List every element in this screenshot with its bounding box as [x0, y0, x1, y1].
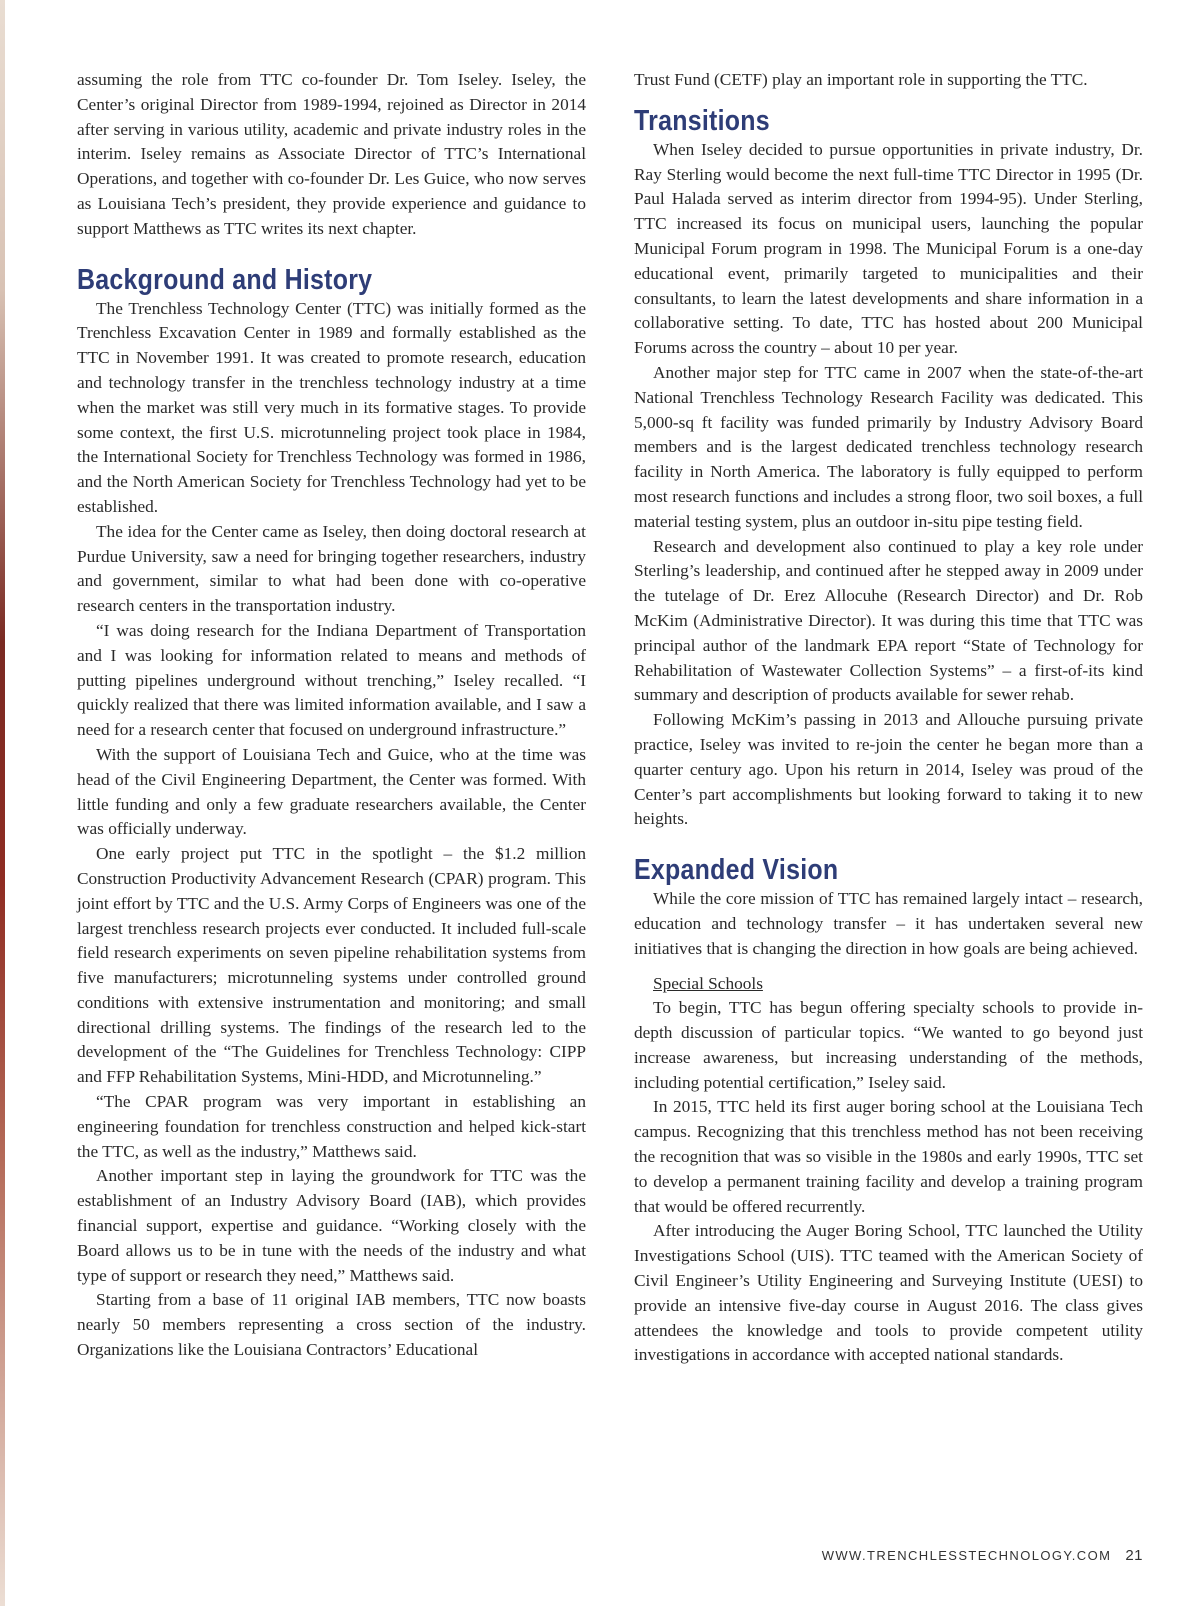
- right-column: [634, 68, 1143, 1368]
- paragraph: While the core mission of TTC has remained largely intact – research, education and technology transfer – it has undertaken several new initiatives that is changing the direction in how goals are being achieved.: [634, 889, 1143, 958]
- paragraph: The Trenchless Technology Center (TTC) was initially formed as the Trenchless Excavation Center in 1989 and formally established as the TTC in November 1991. It was created to promote research, education and technology transfer in the trenchless technology industry at a time when the market was still very much in its formative stages. To provide some context, the first U.S. microtunneling project took place in 1984, the International Society for Trenchless Technology was formed in 1986, and the North American Society for Trenchless Technology had yet to be established.: [77, 298, 586, 516]
- paragraph: Another important step in laying the groundwork for TTC was the establishment of an Industry Advisory Board (IAB), which provides financial support, expertise and guidance. “Working closely with the Board allows us to be in tune with the needs of the industry and what type of support or research they need,” Matthews said.: [77, 1166, 586, 1285]
- section-heading-background: Background and History: [77, 263, 373, 296]
- page-edge-decoration: [0, 0, 5, 1606]
- page-footer: [822, 1547, 1143, 1564]
- paragraph: Trust Fund (CETF) play an important role in supporting the TTC.: [634, 70, 1088, 89]
- paragraph: “The CPAR program was very important in establishing an engineering foundation for trenchless construction and helped kick-start the TTC, as well as the industry,” Matthews said.: [77, 1092, 586, 1161]
- paragraph: Research and development also continued to play a key role under Sterling’s leadership, and continued after he stepped away in 2009 under the tutelage of Dr. Erez Allocuhe (Research Director) and Dr. Rob McKim (Administrative Director). It was during this time that TTC was principal author of the landmark EPA report “State of Technology for Rehabilitation of Wastewater Collection Systems” – a first-of-its kind summary and description of products available for sewer rehab.: [634, 536, 1143, 705]
- paragraph: Following McKim’s passing in 2013 and Allouche pursuing private practice, Iseley was invited to re-join the center he began more than a quarter century ago. Upon his return in 2014, Iseley was proud of the Center’s part accomplishments but looking forward to taking it to new heights.: [634, 710, 1143, 829]
- paragraph: To begin, TTC has begun offering specialty schools to provide in-depth discussion of particular topics. “We wanted to go beyond just increase awareness, but increasing understanding of the methods, including potential certification,” Iseley said.: [634, 998, 1143, 1092]
- subheading-special-schools: Special Schools: [653, 973, 763, 993]
- paragraph: “I was doing research for the Indiana Department of Transportation and I was looking for information related to means and methods of putting pipelines underground without trenching,” Iseley recalled. “I quickly realized that there was limited information available, and I saw a need for a research center that focused on underground infrastructure.”: [77, 620, 586, 740]
- page-number: 21: [1125, 1547, 1143, 1564]
- section-heading-transitions: Transitions: [634, 104, 770, 137]
- paragraph: After introducing the Auger Boring School, TTC launched the Utility Investigations School (UIS). TTC teamed with the American Society of Civil Engineer’s Utility Engineering and Surveying Institute (UESI) to provide an intensive five-day course in August 2016. The class gives attendees the knowledge and tools to provide competent utility investigations in accordance with accepted national standards.: [634, 1221, 1143, 1365]
- paragraph: In 2015, TTC held its first auger boring school at the Louisiana Tech campus. Recognizing that this trenchless method has not been receiving the recognition that was so visible in the 1980s and early 1990s, TTC set to develop a permanent training facility and develop a training program that would be offered recurrently.: [634, 1097, 1143, 1216]
- paragraph: Another major step for TTC came in 2007 when the state-of-the-art National Trenchless Technology Research Facility was dedicated. This 5,000-sq ft facility was funded primarily by Industry Advisory Board members and is the largest dedicated trenchless technology research facility in North America. The laboratory is fully equipped to perform most research functions and includes a strong floor, two soil boxes, a full material testing system, plus an outdoor in-situ pipe testing field.: [634, 362, 1143, 531]
- paragraph: The idea for the Center came as Iseley, then doing doctoral research at Purdue University, saw a need for bringing together researchers, industry and government, similar to what had been done with co-operative research centers in the transportation industry.: [77, 521, 586, 616]
- section-heading-expanded-vision: Expanded Vision: [634, 854, 839, 887]
- paragraph: One early project put TTC in the spotlight – the $1.2 million Construction Productivity Advancement Research (CPAR) program. This joint effort by TTC and the U.S. Army Corps of Engineers was one of the largest trenchless research projects ever conducted. It included full-scale field research experiments on seven pipeline rehabilitation systems from five manufacturers; microtunneling systems under controlled ground conditions with extensive instrumentation and monitoring; and small directional drilling systems. The findings of the research led to the development of the “The Guidelines for Trenchless Technology: CIPP and FFP Rehabilitation Systems, Mini-HDD, and Microtunneling.”: [77, 844, 586, 1087]
- paragraph: assuming the role from TTC co-founder Dr. Tom Iseley. Iseley, the Center’s original Director from 1989-1994, rejoined as Director in 2014 after serving in various utility, academic and private industry roles in the interim. Iseley remains as Associate Director of TTC’s International Operations, and together with co-founder Dr. Les Guice, who now serves as Louisiana Tech’s president, they provide experience and guidance to support Matthews as TTC writes its next chapter.: [77, 70, 586, 238]
- paragraph: When Iseley decided to pursue opportunities in private industry, Dr. Ray Sterling would become the next full-time TTC Director in 1995 (Dr. Paul Halada served as interim director from 1994-95). Under Sterling, TTC increased its focus on municipal users, launching the popular Municipal Forum program in 1998. The Municipal Forum is a one-day educational event, primarily targeted to municipalities and their consultants, to learn the latest developments and share information in a collaborative setting. To date, TTC has hosted about 200 Municipal Forums across the country – about 10 per year.: [634, 139, 1143, 358]
- paragraph: Starting from a base of 11 original IAB members, TTC now boasts nearly 50 members representing a cross section of the industry. Organizations like the Louisiana Contractors’ Educational: [77, 1290, 586, 1360]
- footer-url: WWW.TRENCHLESSTECHNOLOGY.COM: [821, 1548, 1112, 1563]
- paragraph: With the support of Louisiana Tech and Guice, who at the time was head of the Civil Engineering Department, the Center was formed. With little funding and only a few graduate researchers available, the Center was officially underway.: [77, 744, 586, 839]
- left-column: [77, 68, 586, 1363]
